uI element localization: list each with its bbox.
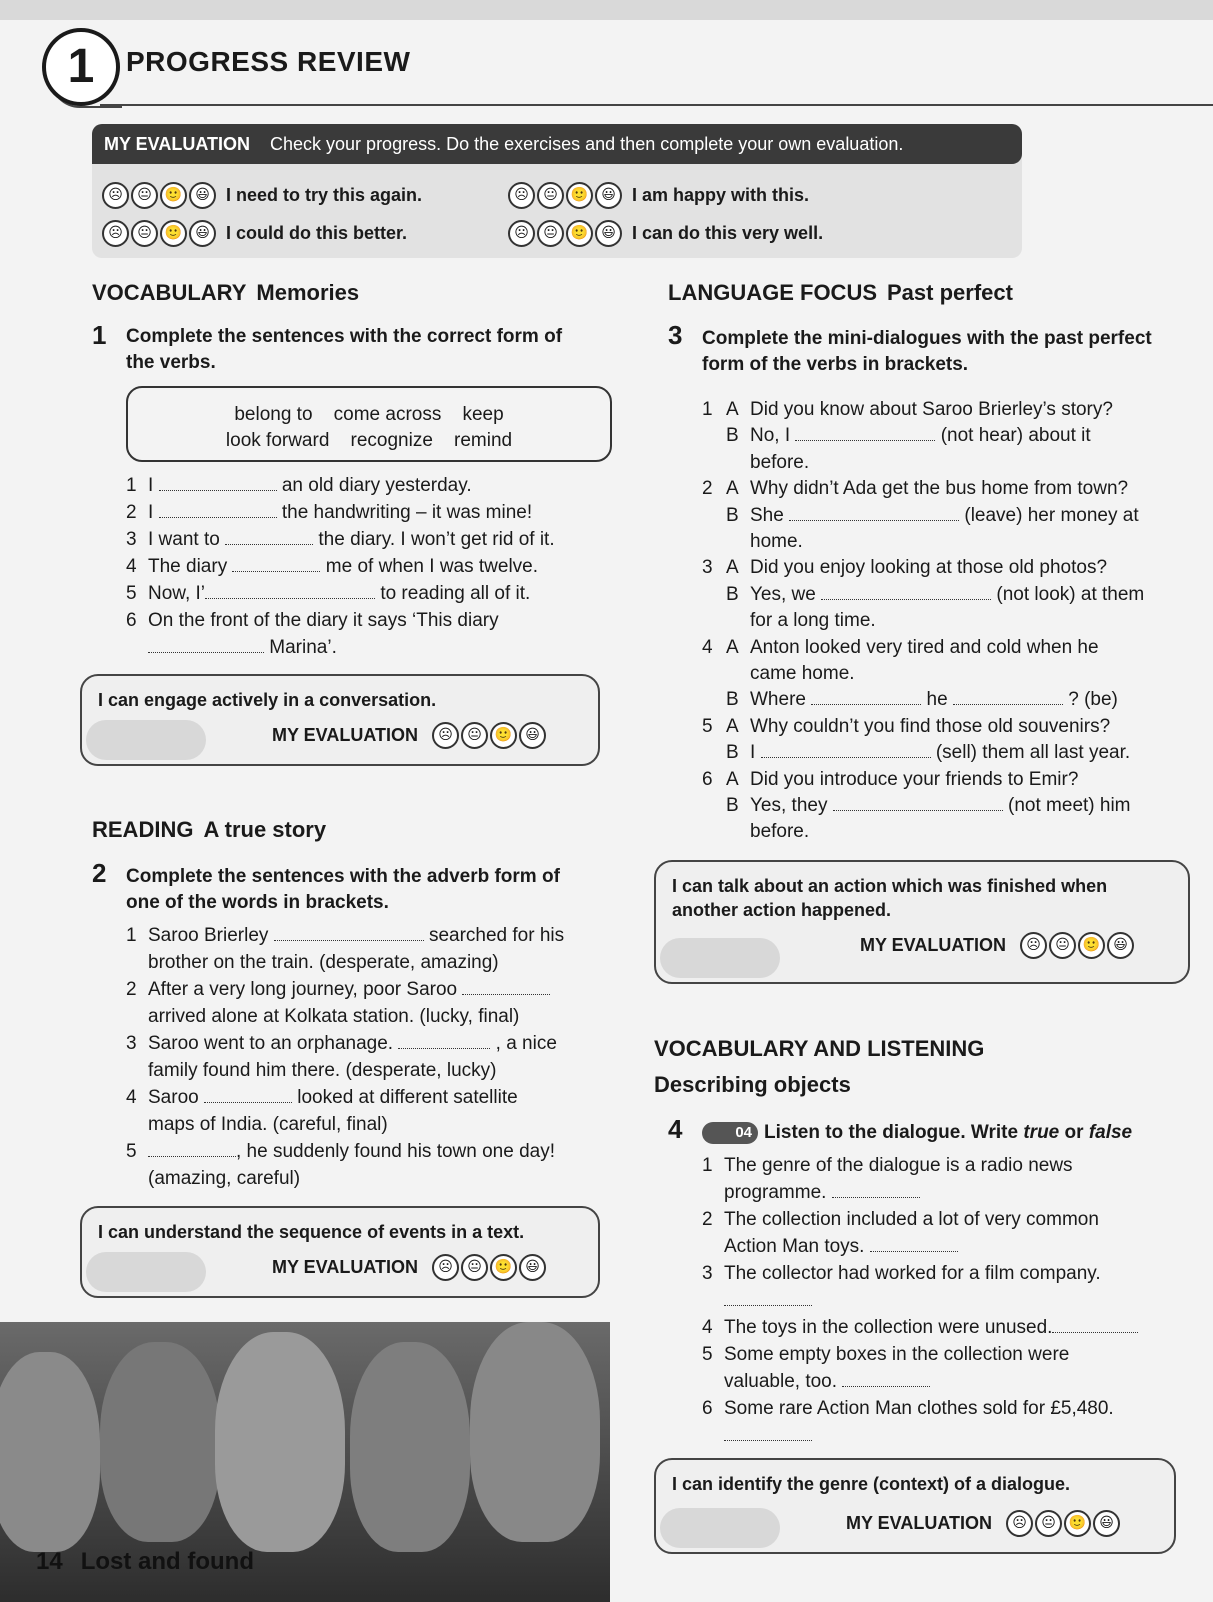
figure-head [0, 1352, 100, 1552]
dialogue-line [702, 766, 1078, 793]
dialogue-line [702, 607, 876, 634]
line-text: (sell) them all last year. [935, 742, 1131, 764]
header-rule [100, 104, 1213, 106]
face-set [1020, 932, 1134, 959]
vocab-item-6 [126, 607, 499, 634]
item-text: Action Man toys. [724, 1236, 865, 1257]
line-text: Why didn’t Ada get the bus home from town? [750, 478, 1129, 500]
vocab-item-5 [126, 580, 530, 607]
exercise-number: 3 [668, 320, 683, 350]
vocab-heading [92, 280, 359, 306]
decoration [86, 1252, 206, 1292]
listening-heading [654, 1036, 984, 1062]
dialogue-line [702, 792, 1131, 819]
instruction-text: false [1088, 1122, 1133, 1143]
item-text: the diary. I won’t get rid of it. [318, 529, 555, 550]
word-list: look forward recognize remind [225, 430, 513, 451]
can-do-box [654, 1458, 1176, 1554]
face-set [1006, 1510, 1120, 1537]
language-heading-label: LANGUAGE FOCUS [668, 280, 877, 305]
can-do-box [654, 860, 1190, 984]
happy-face-icon: 😃 [189, 182, 216, 209]
item-text: the handwriting – it was mine! [281, 502, 533, 523]
language-topic: Past perfect [887, 280, 1013, 305]
listening-item-4 [702, 1314, 1138, 1341]
can-do-statement [672, 874, 1107, 922]
answer-blank[interactable] [462, 976, 550, 995]
item-number: 4 [702, 636, 713, 658]
speaker-label: A [726, 399, 739, 420]
speaker-label: B [726, 742, 739, 764]
reading-item-4 [126, 1084, 518, 1111]
listening-item-6 [702, 1395, 1114, 1422]
smile-face-icon[interactable]: 🙂 [1078, 932, 1105, 959]
answer-blank[interactable] [761, 739, 931, 758]
line-text: Did you enjoy looking at those old photos? [750, 557, 1108, 579]
happy-face-icon[interactable]: 😃 [519, 722, 546, 749]
item-text: I [148, 502, 154, 523]
dialogue-line [702, 660, 855, 687]
can-do-box [80, 674, 600, 766]
item-text: looked at different satellite [297, 1087, 518, 1108]
speaker-label: B [726, 689, 739, 711]
face-set [508, 220, 622, 247]
item-number: 2 [702, 1209, 713, 1230]
listening-item-1-cont [724, 1179, 920, 1206]
sad-face-icon: ☹ [102, 220, 129, 247]
my-evaluation [846, 1510, 1120, 1537]
instruction-line: Complete the sentences with the correct form of [126, 326, 563, 347]
exercise-instruction [126, 324, 562, 376]
face-set [508, 182, 622, 209]
decoration [86, 720, 206, 760]
reading-heading-label: READING [92, 817, 194, 842]
smile-face-icon: 🙂 [566, 220, 593, 247]
answer-blank[interactable] [832, 1179, 920, 1198]
audio-track-icon[interactable]: 04 [702, 1122, 758, 1144]
answer-blank[interactable] [789, 502, 959, 521]
vocab-item-3 [126, 526, 555, 553]
answer-blank[interactable] [232, 553, 320, 572]
dialogue-line [702, 686, 1118, 713]
line-text: for a long time. [750, 610, 876, 632]
can-do-statement: I can identify the genre (context) of a dialogue. [672, 1474, 1071, 1494]
line-text: Yes, we [750, 583, 816, 605]
line-text: Did you introduce your friends to Emir? [750, 768, 1079, 790]
answer-blank[interactable] [148, 1138, 236, 1157]
scale-label: I am happy with this. [632, 185, 810, 205]
speaker-label: A [726, 636, 739, 658]
listening-item-3-cont [724, 1287, 812, 1314]
answer-blank[interactable] [274, 922, 424, 941]
face-set [432, 722, 546, 749]
line-text: before. [750, 821, 810, 843]
answer-blank[interactable] [842, 1368, 930, 1387]
exercise-instruction [702, 326, 1152, 378]
item-number: 4 [702, 1317, 713, 1338]
neutral-face-icon[interactable]: 😐 [1049, 932, 1076, 959]
line-text: Anton looked very tired and cold when he [750, 636, 1099, 658]
item-text: The genre of the dialogue is a radio news [724, 1155, 1073, 1176]
page-title: PROGRESS REVIEW [126, 46, 411, 77]
sad-face-icon: ☹ [508, 182, 535, 209]
instruction-line: one of the words in brackets. [126, 892, 389, 913]
dialogue-line [702, 739, 1130, 766]
reading-item-2 [126, 976, 550, 1003]
sad-face-icon[interactable]: ☹ [432, 1254, 459, 1281]
line-text: before. [750, 451, 810, 473]
item-number: 4 [126, 1087, 137, 1108]
listening-heading-label: VOCABULARY AND LISTENING [654, 1036, 985, 1061]
happy-face-icon: 😃 [595, 182, 622, 209]
reading-topic: A true story [203, 817, 327, 842]
line-text: Did you know about Saroo Brierley’s story? [750, 399, 1113, 420]
item-number: 5 [126, 583, 137, 604]
face-set [102, 182, 216, 209]
sad-face-icon[interactable]: ☹ [432, 722, 459, 749]
line-text: Why couldn’t you find those old souvenirs? [750, 715, 1111, 737]
item-text: arrived alone at Kolkata station. (lucky, final) [148, 1006, 520, 1027]
exercise-instruction [702, 1120, 1132, 1146]
page-number: 14 [36, 1548, 63, 1575]
unit-number: 1 [42, 28, 120, 106]
item-text: The collector had worked for a film company. [724, 1263, 1101, 1284]
listening-item-2 [702, 1206, 1099, 1233]
line-text: Where [750, 689, 806, 711]
word-box [126, 386, 612, 462]
evaluation-instruction: Check your progress. Do the exercises and then complete your own evaluation. [270, 134, 904, 154]
figure-head [470, 1322, 600, 1542]
happy-face-icon: 😃 [595, 220, 622, 247]
instruction-line: Complete the sentences with the adverb form of [126, 866, 560, 887]
answer-blank[interactable] [159, 499, 277, 518]
scale-row [102, 182, 422, 209]
speaker-label: B [726, 583, 739, 605]
item-text: , he suddenly found his town one day! [236, 1141, 556, 1162]
answer-blank[interactable] [205, 580, 375, 599]
decoration [660, 1508, 780, 1548]
vocab-item-2 [126, 499, 532, 526]
item-text: Some rare Action Man clothes sold for £5,480. [724, 1398, 1114, 1419]
item-text: valuable, too. [724, 1371, 838, 1392]
happy-face-icon: 😃 [189, 220, 216, 247]
reading-heading [92, 817, 326, 843]
dialogue-line [702, 713, 1110, 740]
item-number: 1 [702, 1155, 713, 1176]
instruction-line: form of the verbs in brackets. [702, 354, 969, 375]
dialogue-line [702, 475, 1128, 502]
line-text: (not look) at them [996, 583, 1145, 605]
answer-blank[interactable] [833, 792, 1003, 811]
neutral-face-icon[interactable]: 😐 [1035, 1510, 1062, 1537]
reading-item-5 [126, 1138, 555, 1165]
item-number: 2 [702, 478, 713, 500]
listening-item-1 [702, 1152, 1073, 1179]
neutral-face-icon: 😐 [537, 220, 564, 247]
answer-blank[interactable] [821, 581, 991, 600]
neutral-face-icon: 😐 [131, 220, 158, 247]
answer-blank[interactable] [204, 1084, 292, 1103]
speaker-label: A [726, 768, 739, 790]
exercise-number: 4 [668, 1114, 683, 1144]
item-text: (amazing, careful) [148, 1168, 301, 1189]
listening-item-5 [702, 1341, 1069, 1368]
figure-head [100, 1342, 220, 1542]
scale-row [508, 182, 809, 209]
word-list: belong to come across keep [234, 404, 504, 425]
line-text: (not hear) about it [940, 425, 1091, 447]
item-number: 5 [126, 1141, 137, 1162]
item-text: Saroo went to an orphanage. [148, 1033, 394, 1054]
item-number: 1 [126, 925, 137, 946]
smile-face-icon[interactable]: 🙂 [1064, 1510, 1091, 1537]
figure-head [215, 1332, 345, 1552]
happy-face-icon[interactable]: 😃 [1093, 1510, 1120, 1537]
exercise-number: 1 [92, 320, 107, 350]
sad-face-icon[interactable]: ☹ [1020, 932, 1047, 959]
answer-blank[interactable] [724, 1422, 812, 1441]
line-text: (leave) her money at [964, 504, 1139, 526]
speaker-label: A [726, 478, 739, 500]
item-number: 3 [702, 557, 713, 579]
smile-face-icon: 🙂 [566, 182, 593, 209]
line-text: he [926, 689, 948, 711]
line-text: Yes, they [750, 795, 828, 816]
listening-item-3 [702, 1260, 1101, 1287]
item-text: On the front of the diary it says ‘This diary [148, 610, 499, 631]
dialogue-line [702, 396, 1113, 423]
scale-label: I could do this better. [226, 223, 408, 243]
answer-blank[interactable] [398, 1030, 490, 1049]
vocab-heading-label: VOCABULARY [92, 280, 247, 305]
item-text: searched for his [428, 925, 565, 946]
item-text: I [148, 475, 154, 496]
line-text: She [750, 504, 784, 526]
item-number: 3 [702, 1263, 713, 1284]
item-text: The toys in the collection were unused. [724, 1317, 1053, 1338]
item-text: Now, I’ [148, 583, 206, 604]
decoration [660, 938, 780, 978]
listening-item-5-cont [724, 1368, 930, 1395]
instruction-text: true [1023, 1122, 1060, 1143]
item-text: Saroo Brierley [148, 925, 269, 946]
evaluation-bar [92, 124, 1022, 164]
can-do-statement: I can understand the sequence of events in a text. [98, 1222, 525, 1242]
line-text: I [750, 742, 756, 764]
item-text: Marina’. [269, 637, 337, 658]
instruction-text: or [1059, 1122, 1089, 1143]
evaluation-label: MY EVALUATION [104, 134, 251, 154]
neutral-face-icon: 😐 [537, 182, 564, 209]
listening-item-2-cont [724, 1233, 958, 1260]
item-text: I want to [148, 529, 220, 550]
speaker-label: A [726, 715, 739, 737]
sad-face-icon[interactable]: ☹ [1006, 1510, 1033, 1537]
dialogue-line [702, 422, 1091, 449]
can-do-line: another action happened. [672, 900, 892, 920]
answer-blank[interactable] [148, 634, 264, 653]
can-do-line: I can talk about an action which was finished when [672, 876, 1108, 896]
item-number: 5 [702, 1344, 713, 1365]
item-number: 3 [126, 1033, 137, 1054]
can-do-statement: I can engage actively in a conversation. [98, 690, 437, 710]
item-number: 1 [702, 399, 713, 420]
speaker-label: A [726, 557, 739, 579]
vocab-item-6-cont [148, 634, 337, 661]
item-text: The collection included a lot of very common [724, 1209, 1099, 1230]
item-number: 6 [126, 610, 137, 631]
figure-head [350, 1342, 470, 1552]
answer-blank[interactable] [225, 526, 313, 545]
dialogue-line [702, 449, 809, 476]
dialogue-line [702, 634, 1099, 661]
sad-face-icon: ☹ [508, 220, 535, 247]
face-set [102, 220, 216, 247]
smile-face-icon: 🙂 [160, 182, 187, 209]
smile-face-icon[interactable]: 🙂 [490, 722, 517, 749]
line-text: came home. [750, 663, 855, 684]
can-do-box [80, 1206, 600, 1298]
my-evaluation [272, 722, 546, 749]
answer-blank[interactable] [795, 422, 935, 441]
line-text: ? (be) [1068, 689, 1118, 711]
answer-blank[interactable] [953, 686, 1063, 705]
answer-blank[interactable] [1052, 1314, 1138, 1333]
item-number: 1 [126, 475, 137, 496]
scale-row [102, 220, 407, 247]
dialogue-line [702, 502, 1139, 529]
item-number: 4 [126, 556, 137, 577]
sad-face-icon: ☹ [102, 182, 129, 209]
page-footer [36, 1548, 254, 1576]
item-text: me of when I was twelve. [325, 556, 539, 577]
line-text: home. [750, 531, 803, 552]
line-text: No, I [750, 425, 791, 447]
vocab-item-4 [126, 553, 538, 580]
answer-blank[interactable] [159, 472, 277, 491]
dialogue-line [702, 818, 809, 845]
scale-label: I need to try this again. [226, 185, 423, 205]
speaker-label: B [726, 795, 739, 816]
answer-blank[interactable] [870, 1233, 958, 1252]
language-heading [668, 280, 1013, 306]
top-band [0, 0, 1213, 20]
listening-topic: Describing objects [654, 1072, 851, 1097]
item-text: Some empty boxes in the collection were [724, 1344, 1070, 1365]
my-evaluation-label: MY EVALUATION [272, 1257, 419, 1277]
item-number: 2 [126, 979, 137, 1000]
my-evaluation [860, 932, 1134, 959]
item-text: family found him there. (desperate, lucky) [148, 1060, 497, 1081]
smile-face-icon: 🙂 [160, 220, 187, 247]
face-set [432, 1254, 546, 1281]
item-text: programme. [724, 1182, 827, 1203]
neutral-face-icon: 😐 [131, 182, 158, 209]
reading-item-1 [126, 922, 564, 949]
exercise-instruction [126, 864, 560, 916]
instruction-text: Listen to the dialogue. Write [764, 1122, 1024, 1143]
reading-item-3 [126, 1030, 557, 1057]
vocab-item-1 [126, 472, 472, 499]
happy-face-icon[interactable]: 😃 [519, 1254, 546, 1281]
dialogue-line [702, 554, 1107, 581]
happy-face-icon[interactable]: 😃 [1107, 932, 1134, 959]
item-text: brother on the train. (desperate, amazing) [148, 952, 499, 973]
item-text: , a nice [495, 1033, 557, 1054]
item-text: After a very long journey, poor Saroo [148, 979, 458, 1000]
my-evaluation-label: MY EVALUATION [272, 725, 419, 745]
unit-title: Lost and found [80, 1548, 254, 1575]
instruction-line: Complete the mini-dialogues with the past perfect [702, 328, 1152, 349]
neutral-face-icon[interactable]: 😐 [461, 722, 488, 749]
item-number: 3 [126, 529, 137, 550]
my-evaluation-label: MY EVALUATION [846, 1513, 993, 1533]
dialogue-line [702, 581, 1144, 608]
vocab-topic: Memories [256, 280, 360, 305]
my-evaluation-label: MY EVALUATION [860, 935, 1007, 955]
item-text: Saroo [148, 1087, 199, 1108]
item-number: 2 [126, 502, 137, 523]
my-evaluation [272, 1254, 546, 1281]
item-number: 6 [702, 1398, 713, 1419]
item-text: to reading all of it. [380, 583, 531, 604]
item-text: maps of India. (careful, final) [148, 1114, 388, 1135]
speaker-label: B [726, 504, 739, 526]
item-text: an old diary yesterday. [281, 475, 472, 496]
item-text: The diary [148, 556, 228, 577]
item-number: 6 [702, 768, 713, 790]
scale-row [508, 220, 823, 247]
speaker-label: B [726, 425, 739, 447]
line-text: (not meet) him [1008, 795, 1131, 816]
exercise-number: 2 [92, 858, 107, 888]
answer-blank[interactable] [724, 1287, 812, 1306]
instruction-line: the verbs. [126, 352, 216, 373]
answer-blank[interactable] [811, 686, 921, 705]
listening-item-6-cont [724, 1422, 812, 1449]
item-number: 5 [702, 715, 713, 737]
dialogue-line [702, 528, 803, 555]
scale-label: I can do this very well. [632, 223, 824, 243]
neutral-face-icon[interactable]: 😐 [461, 1254, 488, 1281]
smile-face-icon[interactable]: 🙂 [490, 1254, 517, 1281]
